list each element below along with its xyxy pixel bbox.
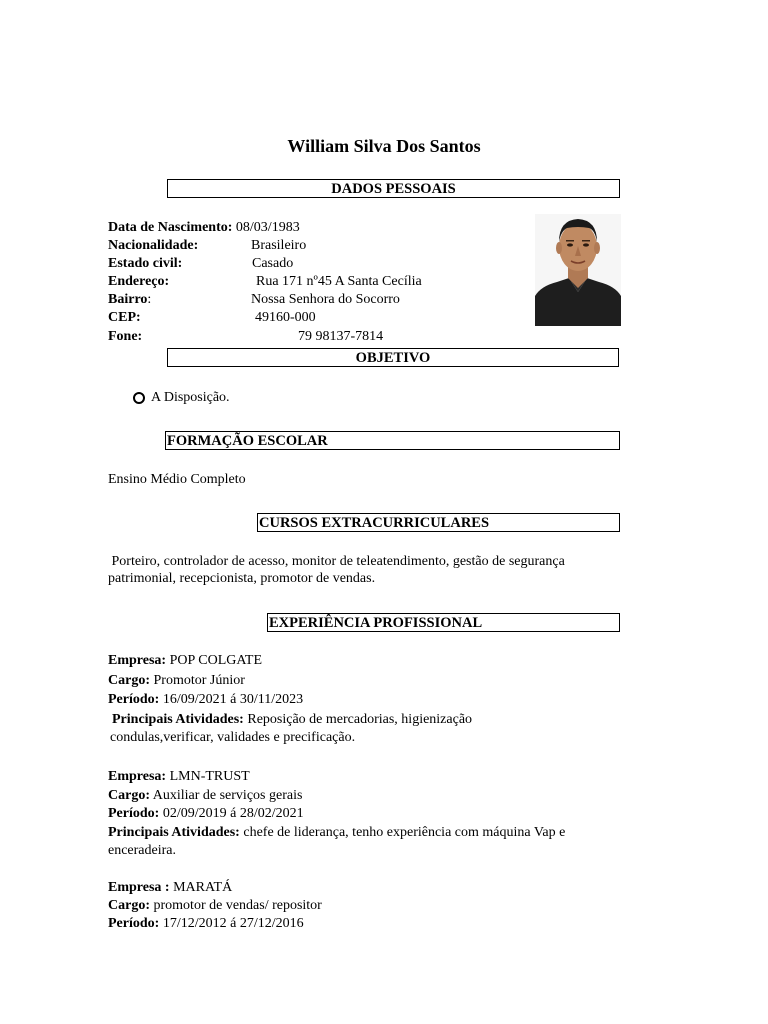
section-header-personal: DADOS PESSOAIS [167, 179, 620, 198]
job1-company-row [108, 652, 262, 670]
job2-activities-label: Principais Atividades: [108, 825, 240, 840]
district-label: Bairro [108, 292, 148, 307]
profile-photo [535, 214, 621, 326]
job2-period-label: Período: [108, 806, 160, 821]
job1-period-row [108, 691, 303, 709]
job2-company-label: Empresa: [108, 769, 167, 784]
address-label: Endereço: [108, 274, 170, 289]
job1-period: 16/09/2021 á 30/11/2023 [162, 692, 304, 707]
district-value: Nossa Senhora do Socorro [251, 292, 400, 307]
district-colon: : [147, 292, 152, 307]
job1-company-label: Empresa: [108, 653, 167, 668]
job3-period-row [108, 915, 304, 933]
job1-role-row [108, 672, 245, 690]
birth-label: Data de Nascimento: [108, 220, 233, 235]
job1-role-label: Cargo: [108, 673, 150, 688]
profile-photo-image [535, 214, 621, 326]
job2-company-row [108, 768, 250, 786]
section-header-objective: OBJETIVO [167, 348, 619, 367]
cep-value: 49160-000 [255, 310, 316, 325]
civil-label: Estado civil: [108, 256, 183, 271]
job2-activities-2: enceradeira. [108, 843, 176, 858]
job1-period-label: Período: [108, 692, 160, 707]
objective-item: A Disposição. [151, 390, 230, 405]
section-header-courses: CURSOS EXTRACURRICULARES [257, 513, 620, 532]
section-header-education: FORMAÇÃO ESCOLAR [165, 431, 620, 450]
job1-company: POP COLGATE [169, 653, 263, 668]
job3-period-label: Período: [108, 916, 160, 931]
courses-line-2: patrimonial, recepcionista, promotor de vendas. [108, 571, 376, 586]
education-text: Ensino Médio Completo [108, 472, 246, 487]
birth-value: 08/03/1983 [235, 220, 300, 235]
phone-label: Fone: [108, 329, 143, 344]
job3-role-row [108, 897, 322, 915]
nationality-value: Brasileiro [251, 238, 307, 253]
job2-activities-row [108, 824, 565, 842]
job2-period-row [108, 805, 304, 823]
cep-label: CEP: [108, 310, 141, 325]
job1-activities-label: Principais Atividades: [112, 712, 244, 727]
job3-role-label: Cargo: [108, 898, 150, 913]
phone-value: 79 98137-7814 [298, 329, 384, 344]
nationality-label: Nacionalidade: [108, 238, 199, 253]
civil-value: Casado [252, 256, 294, 271]
job3-company-label: Empresa : [108, 880, 170, 895]
job2-period: 02/09/2019 á 28/02/2021 [162, 806, 304, 821]
job2-role: Auxiliar de serviços gerais [152, 788, 303, 803]
courses-line-1: Porteiro, controlador de acesso, monitor de teleatendimento, gestão de segurança [108, 554, 565, 569]
birth-row [108, 219, 300, 237]
job1-activities-1: Reposição de mercadorias, higienização [247, 712, 473, 727]
job1-activities-row [112, 711, 472, 729]
job1-role: Promotor Júnior [153, 673, 245, 688]
section-header-experience: EXPERIÊNCIA PROFISSIONAL [267, 613, 620, 632]
job2-company: LMN-TRUST [169, 769, 250, 784]
hollow-circle-bullet-icon [133, 392, 145, 404]
job2-activities-1: chefe de liderança, tenho experiência com máquina Vap e [243, 825, 566, 840]
job1-activities-2: condulas,verificar, validades e precificação. [110, 730, 356, 745]
candidate-name: William Silva Dos Santos [287, 136, 481, 156]
job2-role-row [108, 787, 302, 805]
job3-company-row [108, 879, 232, 897]
job3-company: MARATÁ [173, 880, 233, 895]
job3-period: 17/12/2012 á 27/12/2016 [162, 916, 304, 931]
address-value: Rua 171 nº45 A Santa Cecília [256, 274, 422, 289]
district-row [108, 291, 151, 309]
job3-role: promotor de vendas/ repositor [153, 898, 322, 913]
job2-role-label: Cargo: [108, 788, 150, 803]
